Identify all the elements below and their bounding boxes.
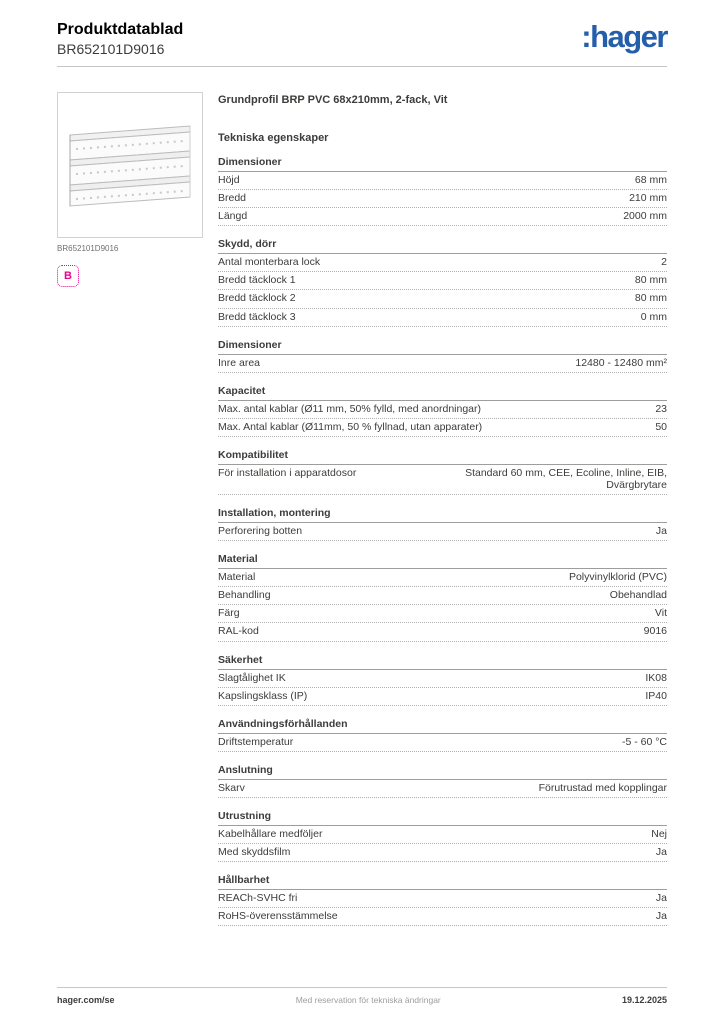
spec-section — [218, 447, 667, 495]
trunking-profile-drawing — [64, 99, 196, 231]
product-code: BR652101D9016 — [57, 41, 165, 58]
spec-section — [218, 236, 667, 326]
spec-label: RAL-kod — [218, 625, 259, 638]
footer-disclaimer: Med reservation för tekniska ändringar — [295, 995, 441, 1005]
spec-label: Höjd — [218, 174, 240, 187]
spec-value: Polyvinylklorid (PVC) — [568, 571, 667, 584]
bvb-certification-icon — [57, 265, 79, 287]
spec-section — [218, 383, 667, 437]
spec-label: Längd — [218, 210, 248, 223]
left-column — [57, 92, 205, 287]
spec-label: Skarv — [218, 781, 245, 794]
bvb-certification-letter: B — [64, 269, 72, 282]
spec-label: För installation i apparatdosor — [218, 466, 357, 479]
spec-row — [218, 172, 667, 190]
spec-section-title: Installation, montering — [218, 505, 667, 523]
spec-value: 23 — [655, 402, 667, 415]
spec-label: Max. antal kablar (Ø11 mm, 50% fylld, med anordningar) — [218, 402, 482, 415]
spec-value: Obehandlad — [609, 589, 667, 602]
spec-row — [218, 734, 667, 752]
spec-row — [218, 780, 667, 798]
spec-label: REACh-SVHC fri — [218, 892, 298, 905]
spec-section — [218, 872, 667, 926]
spec-row — [218, 844, 667, 862]
spec-label: Driftstemperatur — [218, 735, 294, 748]
spec-section-title: Dimensioner — [218, 154, 667, 172]
spec-row — [218, 465, 667, 495]
spec-row — [218, 309, 667, 327]
spec-label: RoHS-överensstämmelse — [218, 910, 338, 923]
spec-value: 12480 - 12480 mm² — [575, 356, 667, 369]
spec-value: 80 mm — [634, 292, 667, 305]
product-title: Grundprofil BRP PVC 68x210mm, 2-fack, Vit — [218, 94, 448, 106]
spec-label: Kabelhållare medföljer — [218, 828, 323, 840]
spec-value: Vit — [654, 607, 667, 620]
spec-section-title: Hållbarhet — [218, 872, 667, 890]
spec-section-title: Kompatibilitet — [218, 447, 667, 465]
spec-value: Standard 60 mm, CEE, Ecoline, Inline, EIB, Dvärgbrytare — [465, 466, 667, 491]
spec-value: Nej — [651, 828, 667, 840]
spec-row — [218, 272, 667, 290]
spec-row — [218, 523, 667, 541]
spec-value: 9016 — [643, 625, 667, 638]
spec-table — [218, 154, 667, 926]
spec-value: Förutrustad med kopplingar — [538, 781, 667, 794]
spec-value: Ja — [655, 846, 667, 859]
header-divider — [57, 66, 667, 67]
spec-row — [218, 688, 667, 706]
page-header — [57, 21, 667, 65]
footer-website-link[interactable]: hager.com/se — [57, 995, 115, 1005]
spec-value: 0 mm — [640, 310, 667, 323]
spec-row — [218, 254, 667, 272]
spec-row — [218, 605, 667, 623]
spec-section — [218, 808, 667, 862]
spec-section-title: Material — [218, 551, 667, 569]
spec-row — [218, 419, 667, 437]
spec-row — [218, 208, 667, 226]
spec-label: Inre area — [218, 356, 261, 369]
spec-value: IK08 — [645, 671, 667, 684]
spec-value: 210 mm — [629, 192, 667, 205]
spec-label: Bredd täcklock 1 — [218, 274, 296, 287]
product-image — [57, 92, 203, 238]
spec-section — [218, 337, 667, 373]
spec-section-title: Skydd, dörr — [218, 236, 667, 254]
page-footer — [57, 995, 667, 1005]
spec-value: 50 — [655, 420, 667, 433]
spec-value: 2000 mm — [623, 210, 667, 223]
spec-section-title: Dimensioner — [218, 337, 667, 355]
spec-column — [218, 94, 667, 926]
spec-row — [218, 355, 667, 373]
spec-section — [218, 716, 667, 752]
spec-label: Slagtålighet IK — [218, 671, 286, 684]
spec-label: Bredd — [218, 192, 247, 205]
spec-label: Kapslingsklass (IP) — [218, 689, 308, 702]
spec-value: IP40 — [645, 689, 667, 702]
spec-label: Bredd täcklock 3 — [218, 310, 296, 323]
spec-row — [218, 890, 667, 908]
spec-section-title: Säkerhet — [218, 652, 667, 670]
spec-value: -5 - 60 °C — [621, 735, 667, 748]
spec-section — [218, 652, 667, 706]
spec-row — [218, 569, 667, 587]
spec-value: Ja — [655, 910, 667, 923]
footer-divider — [57, 987, 667, 988]
spec-section-title: Utrustning — [218, 808, 667, 826]
spec-label: Antal monterbara lock — [218, 256, 321, 269]
product-image-caption: BR652101D9016 — [57, 244, 119, 253]
spec-label: Max. Antal kablar (Ø11mm, 50 % fyllnad, utan apparater) — [218, 420, 483, 433]
spec-row — [218, 587, 667, 605]
spec-value: 2 — [661, 256, 667, 269]
footer-date: 19.12.2025 — [621, 995, 667, 1005]
spec-row — [218, 290, 667, 308]
spec-section-title: Anslutning — [218, 762, 667, 780]
spec-label: Behandling — [218, 589, 271, 602]
spec-row — [218, 623, 667, 641]
spec-value: 68 mm — [634, 174, 667, 187]
spec-row — [218, 826, 667, 844]
spec-row — [218, 670, 667, 688]
tech-properties-heading: Tekniska egenskaper — [218, 132, 329, 144]
spec-section — [218, 551, 667, 641]
spec-section-title: Användningsförhållanden — [218, 716, 667, 734]
spec-section-title: Kapacitet — [218, 383, 667, 401]
doc-title: Produktdatablad — [57, 21, 184, 38]
spec-value: Ja — [655, 892, 667, 905]
spec-label: Färg — [218, 607, 240, 620]
spec-row — [218, 908, 667, 926]
hager-logo: :hager — [581, 19, 667, 54]
spec-label: Bredd täcklock 2 — [218, 292, 296, 305]
spec-value: Ja — [655, 525, 667, 538]
spec-section — [218, 505, 667, 541]
spec-row — [218, 190, 667, 208]
spec-label: Med skyddsfilm — [218, 846, 291, 859]
spec-section — [218, 762, 667, 798]
spec-label: Perforering botten — [218, 525, 303, 538]
spec-label: Material — [218, 571, 256, 584]
spec-value: 80 mm — [634, 274, 667, 287]
spec-section — [218, 154, 667, 226]
spec-row — [218, 401, 667, 419]
